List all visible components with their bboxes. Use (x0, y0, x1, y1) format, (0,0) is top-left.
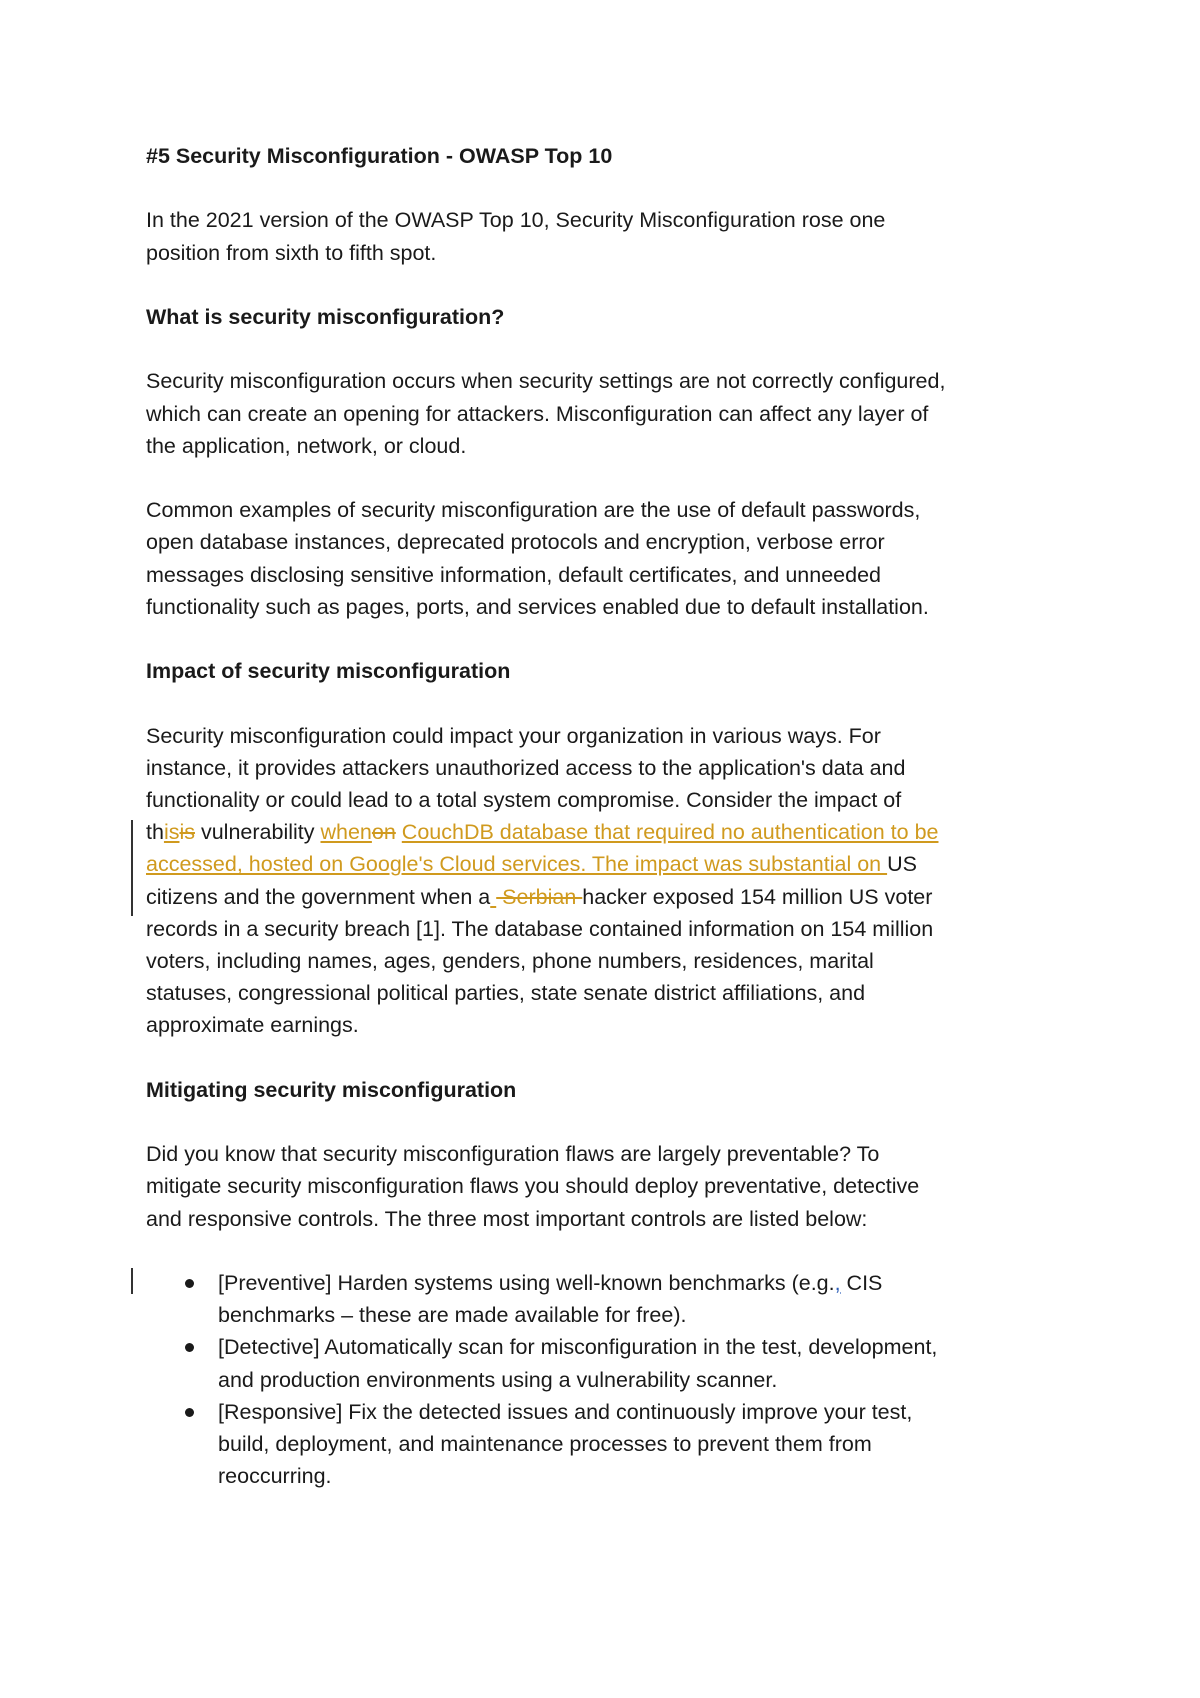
tracked-change-line: thisis vulnerability whenon CouchDB database that required no authentication to be (146, 820, 939, 845)
inserted-text[interactable]: is (163, 820, 180, 845)
paragraph-line: mitigate security misconfiguration flaws you should deploy preventative, detective (146, 1174, 920, 1199)
paragraph-line: Security misconfiguration occurs when security settings are not correctly configured, (146, 369, 946, 394)
inserted-text[interactable]: when (320, 820, 372, 845)
inserted-text[interactable]: accessed, hosted on Google's Cloud services. The impact was substantial on (146, 852, 888, 877)
paragraph-line: functionality or could lead to a total system compromise. Consider the impact of (146, 787, 902, 812)
paragraph-line: open database instances, deprecated protocols and encryption, verbose error (146, 530, 885, 555)
paragraph-line: functionality such as pages, ports, and services enabled due to default installation. (146, 594, 929, 619)
change-bar (131, 820, 133, 916)
bullet-icon (185, 1408, 194, 1417)
paragraph-line: which can create an opening for attackers. Misconfiguration can affect any layer of (146, 401, 929, 426)
paragraph-line: voters, including names, ages, genders, phone numbers, residences, marital (146, 948, 874, 973)
paragraph-line: statuses, congressional political parties, state senate district affiliations, and (146, 981, 866, 1006)
bullet-icon (185, 1343, 194, 1352)
deleted-text[interactable]: Serbian (496, 884, 583, 909)
section-heading: Impact of security misconfiguration (146, 659, 511, 684)
inserted-text[interactable]: CouchDB database that required no authentication to be (401, 820, 939, 845)
list-item: [Responsive] Fix the detected issues and continuously improve your test, build, deployment, and maintenance processes to prevent them from reoccurring. (218, 1396, 1066, 1493)
intro-line: In the 2021 version of the OWASP Top 10, Security Misconfiguration rose one (146, 208, 886, 233)
list-item: [Detective] Automatically scan for misconfiguration in the test, development, and production environments using a vulnerability scanner. (218, 1331, 1066, 1395)
paragraph-line: instance, it provides attackers unauthorized access to the application's data and (146, 755, 906, 780)
paragraph-line: Security misconfiguration could impact your organization in various ways. For (146, 723, 881, 748)
change-bar (131, 1268, 133, 1294)
controls-list (146, 1267, 1066, 1492)
tracked-change-line: accessed, hosted on Google's Cloud services. The impact was substantial on US (146, 852, 917, 877)
intro-line: position from sixth to fifth spot. (146, 240, 437, 265)
section-heading: Mitigating security misconfiguration (146, 1077, 517, 1102)
deleted-text[interactable]: on (371, 820, 396, 845)
paragraph-line: approximate earnings. (146, 1013, 359, 1038)
paragraph-line: and responsive controls. The three most important controls are listed below: (146, 1206, 868, 1231)
section-heading: What is security misconfiguration? (146, 304, 505, 329)
paragraph-line: messages disclosing sensitive information, default certificates, and unneeded (146, 562, 881, 587)
list-item: [Preventive] Harden systems using well-known benchmarks (e.g., CIS benchmarks – these are made available for free). (218, 1267, 1066, 1331)
paragraph-line: Did you know that security misconfiguration flaws are largely preventable? To (146, 1142, 880, 1167)
document-title: #5 Security Misconfiguration - OWASP Top 10 (146, 144, 613, 168)
paragraph-line: records in a security breach [1]. The database contained information on 154 million (146, 916, 934, 941)
paragraph-line: the application, network, or cloud. (146, 433, 467, 458)
inserted-text[interactable]: , (834, 1270, 841, 1295)
document-page (146, 140, 1066, 1492)
deleted-text[interactable]: is (179, 820, 195, 845)
paragraph-line: Common examples of security misconfiguration are the use of default passwords, (146, 498, 921, 523)
bullet-icon (185, 1279, 194, 1288)
tracked-change-line: citizens and the government when a Serbian hacker exposed 154 million US voter (146, 884, 933, 909)
